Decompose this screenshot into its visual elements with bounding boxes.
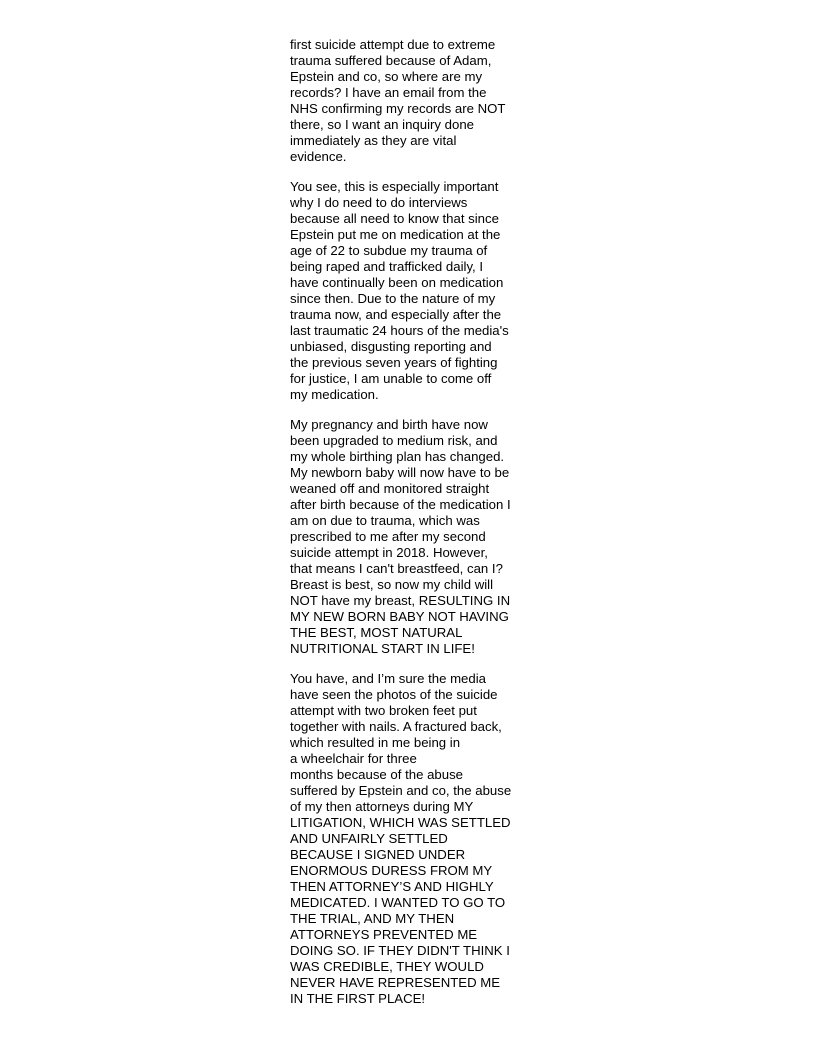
- text-line: Epstein and co, so where are my: [290, 69, 483, 84]
- text-line: ENORMOUS DURESS FROM MY: [290, 863, 493, 878]
- text-line: trauma now, and especially after the: [290, 307, 502, 322]
- text-line: together with nails. A fractured back,: [290, 719, 502, 734]
- paragraph-records-inquiry: [290, 37, 530, 165]
- text-line: THE BEST, MOST NATURAL: [290, 625, 463, 640]
- text-line: DOING SO. IF THEY DIDN'T THINK I: [290, 943, 510, 958]
- text-line: unbiased, disgusting reporting and: [290, 339, 492, 354]
- text-line: been upgraded to medium risk, and: [290, 433, 498, 448]
- text-line: NUTRITIONAL START IN LIFE!: [290, 641, 475, 656]
- text-line: ATTORNEYS PREVENTED ME: [290, 927, 478, 942]
- text-line: suicide attempt in 2018. However,: [290, 545, 488, 560]
- text-line: Epstein put me on medication at the: [290, 227, 501, 242]
- text-line: since then. Due to the nature of my: [290, 291, 496, 306]
- text-line: THEN ATTORNEY’S AND HIGHLY: [290, 879, 494, 894]
- text-line: LITIGATION, WHICH WAS SETTLED: [290, 815, 511, 830]
- text-line: NHS confirming my records are NOT: [290, 101, 506, 116]
- text-line: IN THE FIRST PLACE!: [290, 991, 426, 1006]
- text-line: prescribed to me after my second: [290, 529, 486, 544]
- text-line: THE TRIAL, AND MY THEN: [290, 911, 455, 926]
- text-line: AND UNFAIRLY SETTLED: [290, 831, 448, 846]
- text-line: because all need to know that since: [290, 211, 499, 226]
- text-line: BECAUSE I SIGNED UNDER: [290, 847, 466, 862]
- text-line: MY NEW BORN BABY NOT HAVING: [290, 609, 509, 624]
- text-line: last traumatic 24 hours of the media's: [290, 323, 509, 338]
- paragraph-medication: [290, 179, 530, 403]
- text-line: immediately as they are vital: [290, 133, 457, 148]
- text-line: You see, this is especially important: [290, 179, 499, 194]
- paragraph-litigation: [290, 671, 530, 1007]
- text-line: the previous seven years of fighting: [290, 355, 498, 370]
- text-line: months because of the abuse: [290, 767, 464, 782]
- paragraph-pregnancy: [290, 417, 530, 657]
- text-line: records? I have an email from the: [290, 85, 487, 100]
- text-line: being raped and trafficked daily, I: [290, 259, 484, 274]
- text-line: trauma suffered because of Adam,: [290, 53, 492, 68]
- text-line: am on due to trauma, which was: [290, 513, 480, 528]
- text-line: of my then attorneys during MY: [290, 799, 474, 814]
- text-line: which resulted in me being in: [290, 735, 461, 750]
- text-line: my medication.: [290, 387, 379, 402]
- document-body: [290, 37, 530, 1021]
- text-line: have continually been on medication: [290, 275, 504, 290]
- text-line: My pregnancy and birth have now: [290, 417, 488, 432]
- text-line: Breast is best, so now my child will: [290, 577, 494, 592]
- text-line: why I do need to do interviews: [290, 195, 468, 210]
- text-line: a wheelchair for three: [290, 751, 417, 766]
- text-line: age of 22 to subdue my trauma of: [290, 243, 488, 258]
- text-line: for justice, I am unable to come off: [290, 371, 492, 386]
- text-line: attempt with two broken feet put: [290, 703, 477, 718]
- text-line: You have, and I’m sure the media: [290, 671, 486, 686]
- text-line: evidence.: [290, 149, 347, 164]
- text-line: NEVER HAVE REPRESENTED ME: [290, 975, 501, 990]
- text-line: weaned off and monitored straight: [290, 481, 490, 496]
- text-line: WAS CREDIBLE, THEY WOULD: [290, 959, 484, 974]
- text-line: my whole birthing plan has changed.: [290, 449, 505, 464]
- text-line: have seen the photos of the suicide: [290, 687, 498, 702]
- text-line: that means I can't breastfeed, can I?: [290, 561, 503, 576]
- text-line: My newborn baby will now have to be: [290, 465, 510, 480]
- text-line: NOT have my breast, RESULTING IN: [290, 593, 511, 608]
- text-line: MEDICATED. I WANTED TO GO TO: [290, 895, 506, 910]
- text-line: suffered by Epstein and co, the abuse: [290, 783, 512, 798]
- text-line: after birth because of the medication I: [290, 497, 511, 512]
- text-line: there, so I want an inquiry done: [290, 117, 475, 132]
- text-line: first suicide attempt due to extreme: [290, 37, 496, 52]
